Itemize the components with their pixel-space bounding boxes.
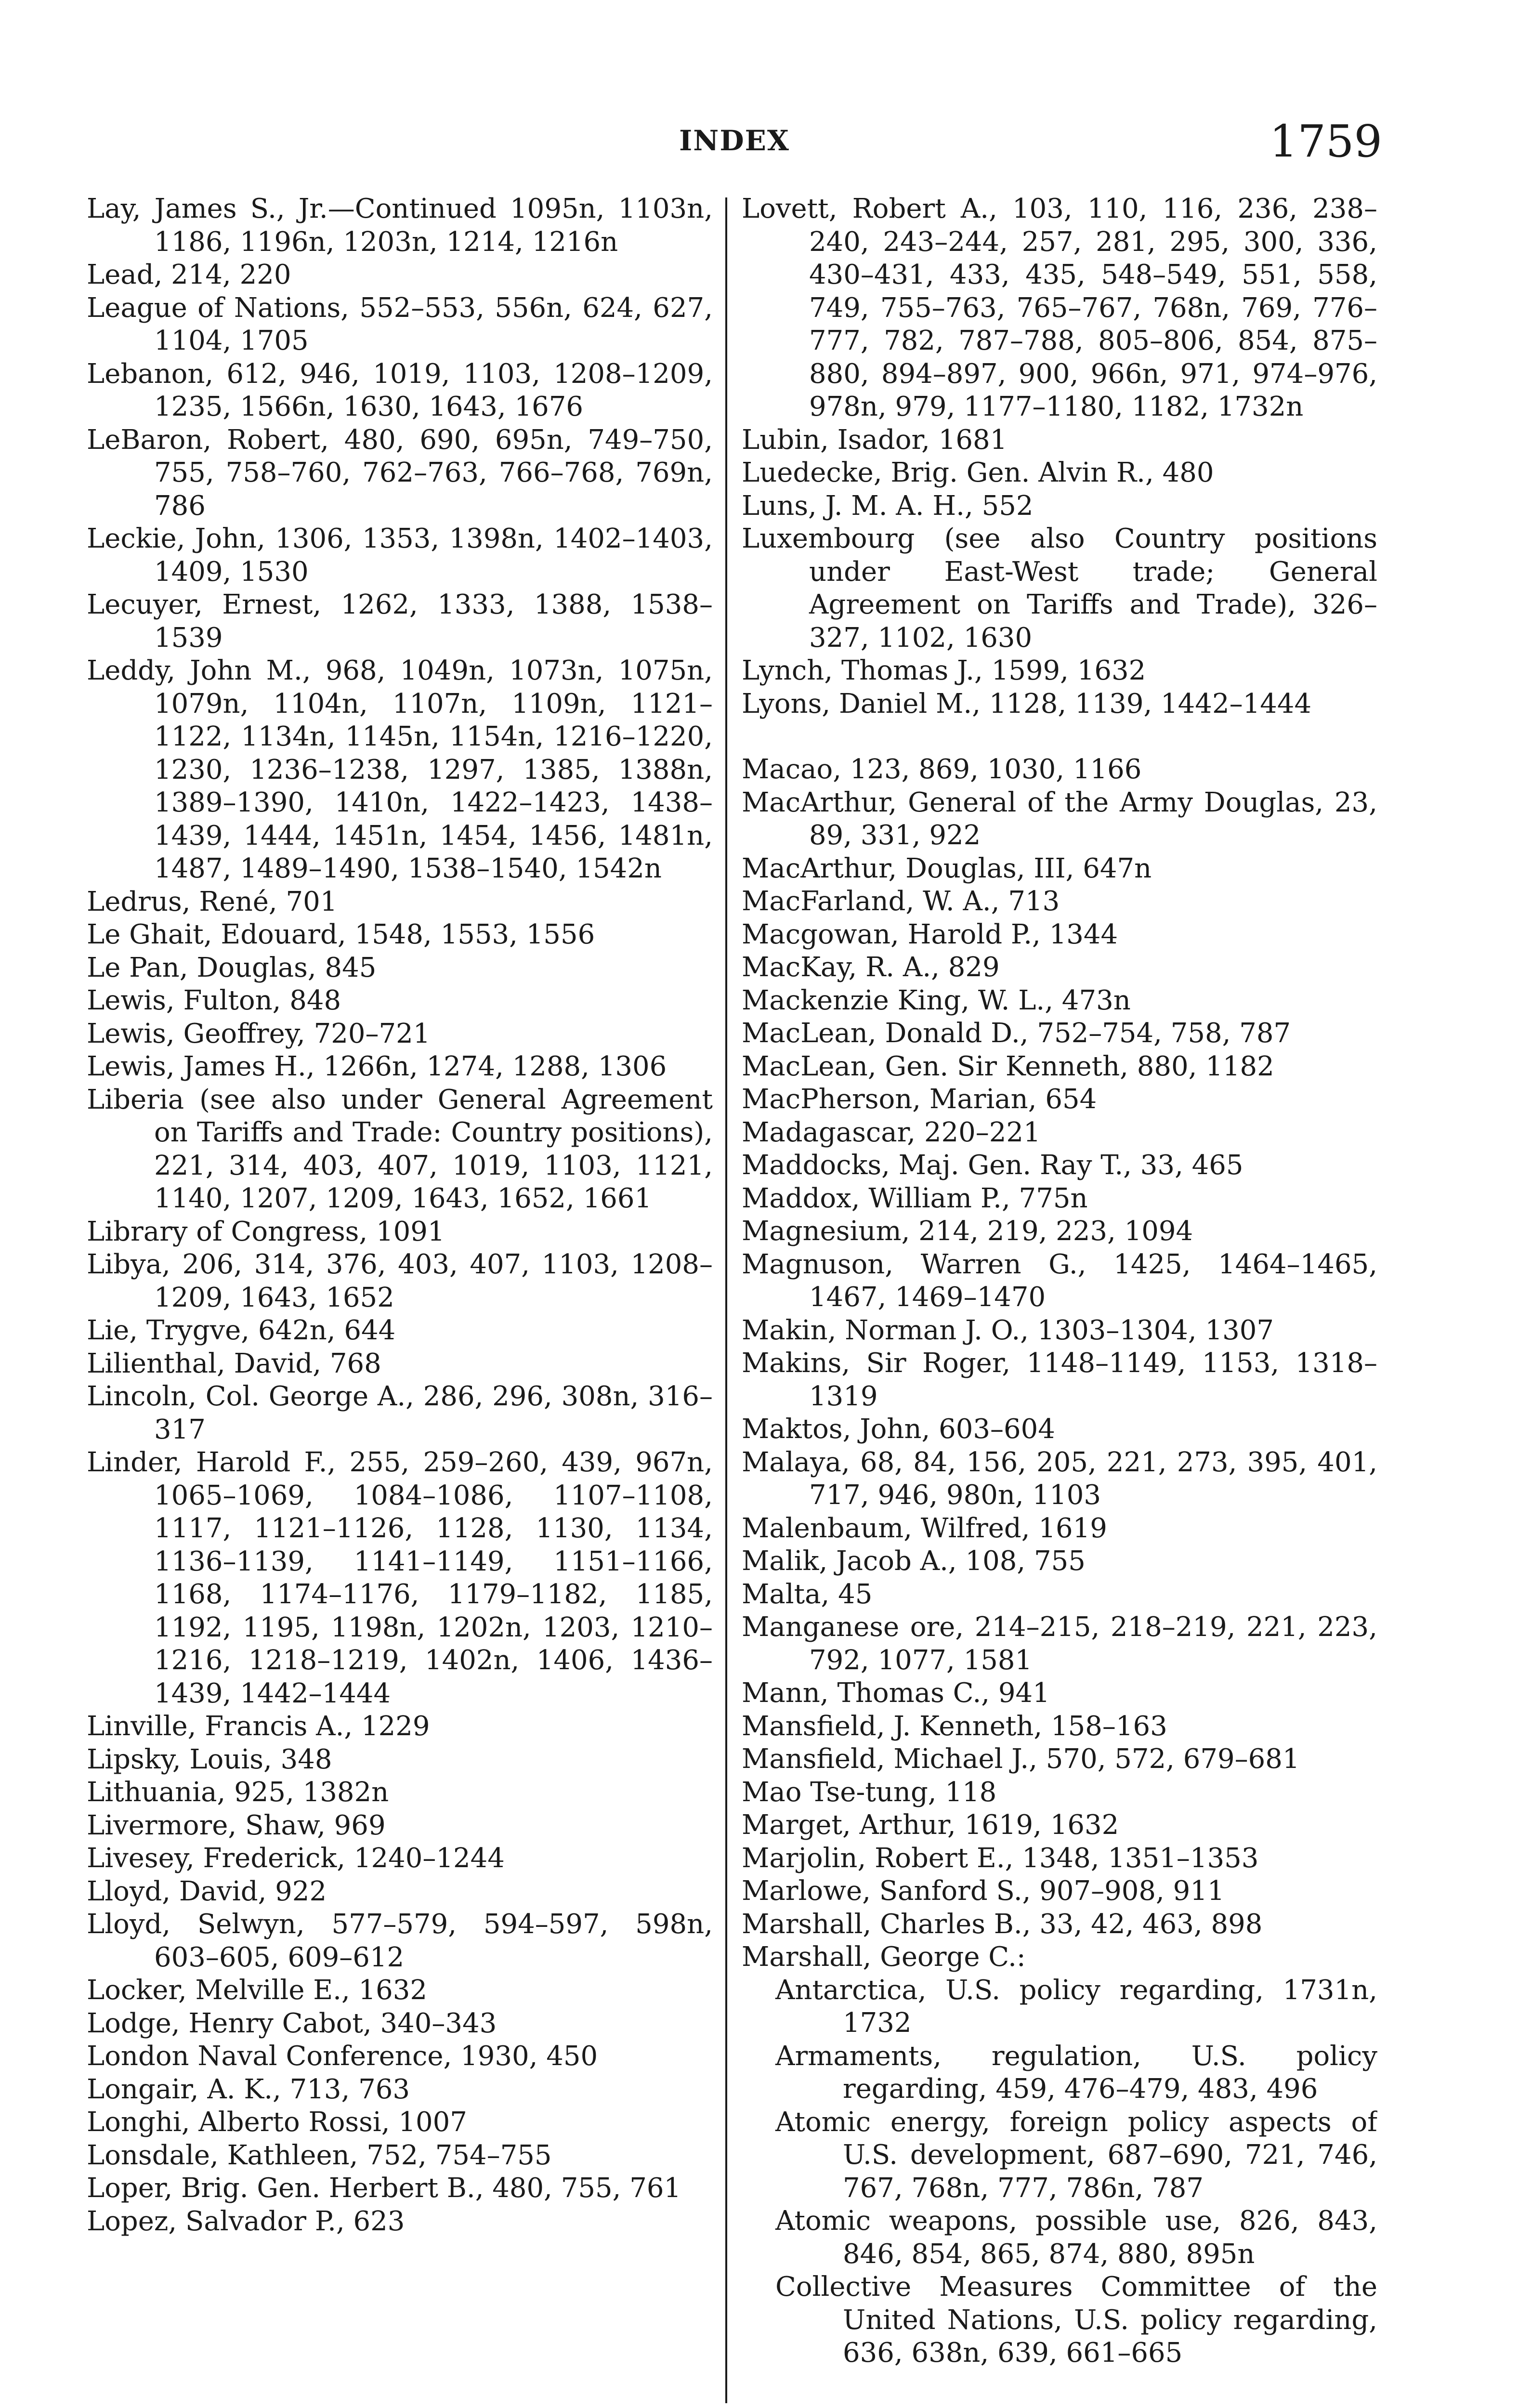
index-entry: Magnesium, 214, 219, 223, 1094 — [742, 1216, 1193, 1247]
index-entry: Lipsky, Louis, 348 — [87, 1743, 332, 1775]
index-entry: Liberia (see also under General Agreement on Tariffs and Trade: Country positions), 221, 314, 403, 407, 1019, 1103, 1121, 1140, 1207, 1209, 1643, 1652, 1661 — [87, 1084, 713, 1214]
index-entry: Lubin, Isador, 1681 — [742, 424, 1008, 456]
index-entry: Linville, Francis A., 1229 — [87, 1711, 430, 1742]
index-entry: Longhi, Alberto Rossi, 1007 — [87, 2107, 467, 2138]
index-entry: Malta, 45 — [742, 1578, 873, 1610]
index-entry: Lovett, Robert A., 103, 110, 116, 236, 238–240, 243–244, 257, 281, 295, 300, 336, 430–431, 433, 435, 548–549, 551, 558, 749, 755–763, 765–767, 768n, 769, 776–777, 782, 787–788, 805–806, 854, 875–880, 894–897, 900, 966n, 971, 974–976, 978n, 979, 1177–1180, 1182, 1732n — [742, 193, 1377, 422]
index-entry: Lynch, Thomas J., 1599, 1632 — [742, 655, 1146, 686]
index-entry: Marlowe, Sanford S., 907–908, 911 — [742, 1875, 1225, 1907]
index-entry: London Naval Conference, 1930, 450 — [87, 2041, 598, 2072]
index-entry: Mao Tse-tung, 118 — [742, 1776, 997, 1808]
index-entry: Lloyd, Selwyn, 577–579, 594–597, 598n, 603–605, 609–612 — [87, 1909, 713, 1973]
index-entry: Marjolin, Robert E., 1348, 1351–1353 — [742, 1842, 1259, 1874]
index-entry: MacLean, Donald D., 752–754, 758, 787 — [742, 1018, 1291, 1049]
index-entry: Lie, Trygve, 642n, 644 — [87, 1315, 396, 1346]
index-entry: League of Nations, 552–553, 556n, 624, 627, 1104, 1705 — [87, 292, 713, 356]
index-entry: Lyons, Daniel M., 1128, 1139, 1442–1444 — [742, 688, 1312, 720]
index-entry: Locker, Melville E., 1632 — [87, 1975, 428, 2006]
index-entry: Le Pan, Douglas, 845 — [87, 952, 377, 983]
index-entry: Luxembourg (see also Country positions under East-West trade; General Agreement on Tariffs and Trade), 326–327, 1102, 1630 — [742, 523, 1377, 654]
index-entry: Luedecke, Brig. Gen. Alvin R., 480 — [742, 457, 1214, 488]
index-entry: Madagascar, 220–221 — [742, 1116, 1041, 1148]
index-entry: Mackenzie King, W. L., 473n — [742, 984, 1131, 1016]
index-entry: Luns, J. M. A. H., 552 — [742, 490, 1034, 522]
page-header — [87, 116, 1382, 183]
index-entry: Lonsdale, Kathleen, 752, 754–755 — [87, 2139, 552, 2171]
index-entry: Le Ghait, Edouard, 1548, 1553, 1556 — [87, 919, 595, 950]
index-entry: Leddy, John M., 968, 1049n, 1073n, 1075n, 1079n, 1104n, 1107n, 1109n, 1121–1122, 1134n, 1145n, 1154n, 1216–1220, 1230, 1236–1238, 1297, 1385, 1388n, 1389–1390, 1410n, 1422–1423, 1438–1439, 1444, 1451n, 1454, 1456, 1481n, 1487, 1489–1490, 1538–1540, 1542n — [87, 655, 713, 884]
index-entry: Libya, 206, 314, 376, 403, 407, 1103, 1208–1209, 1643, 1652 — [87, 1249, 713, 1313]
index-entry: Lewis, Fulton, 848 — [87, 985, 341, 1016]
index-entry: Lewis, James H., 1266n, 1274, 1288, 1306 — [87, 1051, 667, 1082]
index-entry: Leckie, John, 1306, 1353, 1398n, 1402–1403, 1409, 1530 — [87, 523, 713, 588]
index-entry: Longair, A. K., 713, 763 — [87, 2073, 410, 2105]
index-entry: Malik, Jacob A., 108, 755 — [742, 1545, 1086, 1577]
index-entry: Mansfield, Michael J., 570, 572, 679–681 — [742, 1743, 1300, 1775]
index-entry: Marget, Arthur, 1619, 1632 — [742, 1809, 1119, 1841]
index-entry: Macgowan, Harold P., 1344 — [742, 918, 1118, 950]
index-entry: Lithuania, 925, 1382n — [87, 1777, 389, 1808]
index-subentry: Antarctica, U.S. policy regarding, 1731n, 1732 — [775, 1974, 1377, 2039]
index-entry: Lodge, Henry Cabot, 340–343 — [87, 2007, 497, 2039]
page-number: 1759 — [1269, 116, 1382, 167]
column-divider — [725, 197, 727, 2403]
index-entry: Lopez, Salvador P., 623 — [87, 2205, 405, 2237]
left-column — [87, 193, 713, 2408]
index-entry: Makin, Norman J. O., 1303–1304, 1307 — [742, 1314, 1274, 1346]
index-entry: Livermore, Shaw, 969 — [87, 1809, 386, 1841]
index-entry: Loper, Brig. Gen. Herbert B., 480, 755, 761 — [87, 2172, 681, 2204]
index-subentry: Collective Measures Committee of the United Nations, U.S. policy regarding, 636, 638n, 639, 661–665 — [775, 2271, 1377, 2369]
index-entry: Lilienthal, David, 768 — [87, 1348, 381, 1379]
index-entry: Lebanon, 612, 946, 1019, 1103, 1208–1209, 1235, 1566n, 1630, 1643, 1676 — [87, 358, 713, 422]
index-entry: Maddocks, Maj. Gen. Ray T., 33, 465 — [742, 1150, 1243, 1181]
index-entry: MacKay, R. A., 829 — [742, 952, 1000, 983]
index-entry: Maktos, John, 603–604 — [742, 1413, 1055, 1445]
index-entry: Mansfield, J. Kenneth, 158–163 — [742, 1710, 1167, 1742]
index-subentry: Atomic energy, foreign policy aspects of U.S. development, 687–690, 721, 746, 767, 768n, 777, 786n, 787 — [775, 2106, 1377, 2204]
index-entry: Ledrus, René, 701 — [87, 886, 338, 917]
right-column — [742, 193, 1377, 2408]
index-subentry: Atomic weapons, possible use, 826, 843, 846, 854, 865, 874, 880, 895n — [775, 2205, 1377, 2270]
index-entry: Mann, Thomas C., 941 — [742, 1677, 1050, 1709]
index-entry: Lecuyer, Ernest, 1262, 1333, 1388, 1538–1539 — [87, 589, 713, 654]
index-entry: Magnuson, Warren G., 1425, 1464–1465, 1467, 1469–1470 — [742, 1248, 1377, 1313]
index-entry: MacPherson, Marian, 654 — [742, 1084, 1097, 1115]
index-entry: Lewis, Geoffrey, 720–721 — [87, 1018, 431, 1049]
index-entry: Maddox, William P., 775n — [742, 1182, 1088, 1214]
index-entry: Lead, 214, 220 — [87, 259, 291, 290]
index-subentry: Armaments, regulation, U.S. policy regarding, 459, 476–479, 483, 496 — [775, 2040, 1377, 2105]
index-entry: Malaya, 68, 84, 156, 205, 221, 273, 395, 401, 717, 946, 980n, 1103 — [742, 1446, 1377, 1511]
index-entry: MacFarland, W. A., 713 — [742, 886, 1060, 917]
index-entry: Lincoln, Col. George A., 286, 296, 308n, 316–317 — [87, 1381, 713, 1445]
index-entry: Macao, 123, 869, 1030, 1166 — [742, 754, 1142, 785]
index-entry: Library of Congress, 1091 — [87, 1216, 445, 1247]
index-entry: Malenbaum, Wilfred, 1619 — [742, 1512, 1107, 1544]
index-entry: Marshall, Charles B., 33, 42, 463, 898 — [742, 1908, 1263, 1940]
index-entry: Lay, James S., Jr.—Continued 1095n, 1103n, 1186, 1196n, 1203n, 1214, 1216n — [87, 193, 713, 258]
index-entry: Marshall, George C.: — [742, 1941, 1026, 1973]
running-head: INDEX — [679, 124, 790, 157]
index-entry: LeBaron, Robert, 480, 690, 695n, 749–750, 755, 758–760, 762–763, 766–768, 769n, 786 — [87, 424, 713, 522]
index-entry: Linder, Harold F., 255, 259–260, 439, 967n, 1065–1069, 1084–1086, 1107–1108, 1117, 1121–1126, 1128, 1130, 1134, 1136–1139, 1141–1149, 1151–1166, 1168, 1174–1176, 1179–1182, 1185, 1192, 1195, 1198n, 1202n, 1203, 1210–1216, 1218–1219, 1402n, 1406, 1436–1439, 1442–1444 — [87, 1447, 713, 1709]
index-entry: MacArthur, Douglas, III, 647n — [742, 852, 1152, 884]
index-entry: Manganese ore, 214–215, 218–219, 221, 223, 792, 1077, 1581 — [742, 1611, 1377, 1676]
index-entry: MacLean, Gen. Sir Kenneth, 880, 1182 — [742, 1050, 1274, 1082]
index-entry: Makins, Sir Roger, 1148–1149, 1153, 1318–1319 — [742, 1348, 1377, 1412]
index-entry: Lloyd, David, 922 — [87, 1875, 327, 1907]
index-entry: MacArthur, General of the Army Douglas, 23, 89, 331, 922 — [742, 786, 1377, 851]
index-entry: Livesey, Frederick, 1240–1244 — [87, 1843, 505, 1874]
